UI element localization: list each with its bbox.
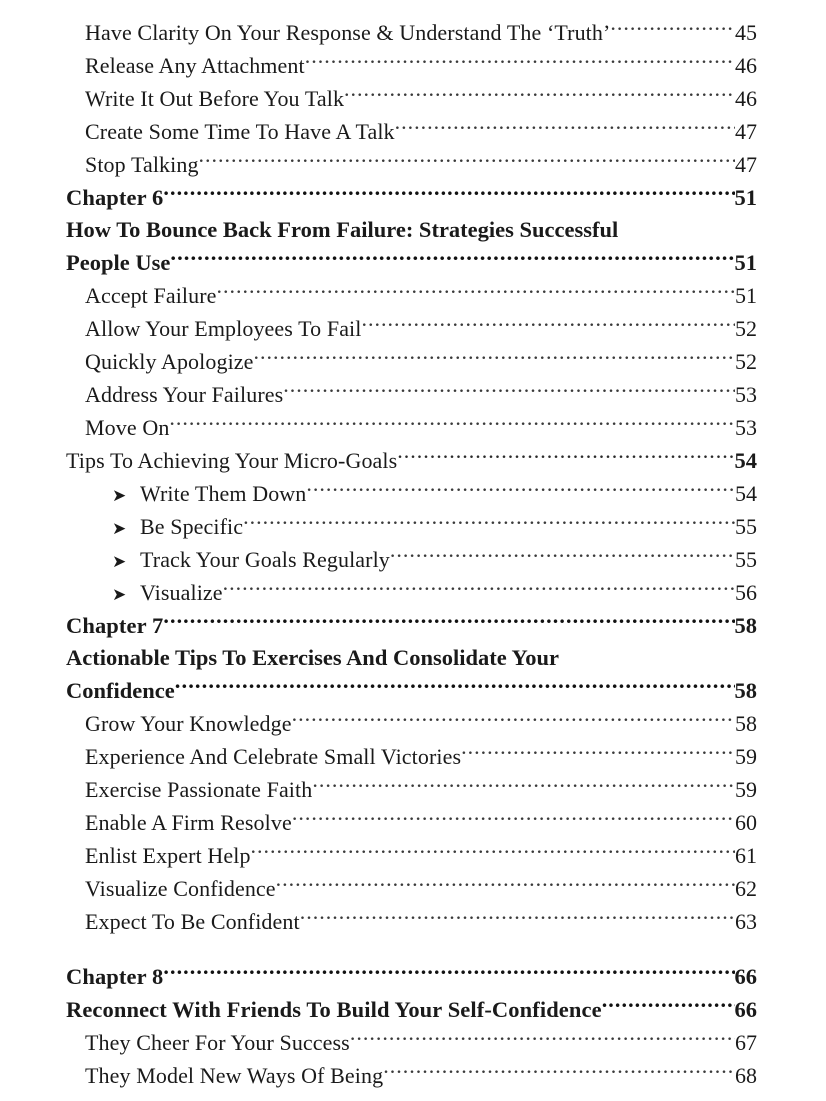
toc-entry-level3[interactable] [0,510,826,543]
toc-entry-title: Move On [85,415,170,440]
toc-entry-page-number: 46 [735,53,757,78]
leader-dots [170,254,734,270]
leader-dots [163,617,734,633]
arrow-bullet-icon: ➤ [112,585,127,604]
toc-entry-title: Chapter 6 [66,185,164,210]
toc-entry-page-number: 62 [735,876,757,901]
toc-entry-page-number: 60 [735,810,757,835]
toc-entry-title: Create Some Time To Have A Talk [85,119,395,144]
toc-entry-level1[interactable] [0,960,826,993]
toc-entry-title: Write It Out Before You Talk [85,86,345,111]
toc-entry-level2[interactable] [0,905,826,938]
toc-entry-page-number: 52 [735,349,757,374]
toc-entry-page-number: 59 [735,744,757,769]
toc-entry-title: Enable A Firm Resolve [85,810,292,835]
toc-entry-level2[interactable] [0,148,826,181]
toc-entry-level3[interactable] [0,543,826,576]
arrow-bullet-icon: ➤ [112,552,127,571]
toc-entry-title: Tips To Achieving Your Micro-Goals [66,448,398,473]
leader-dots [292,715,735,731]
toc-entry-page-number: 59 [735,777,757,802]
toc-entry-page-number: 54 [735,481,757,506]
leader-dots [610,24,735,40]
toc-entry-title: Enlist Expert Help [85,843,251,868]
leader-dots [305,57,735,73]
toc-entry-page-number: 53 [735,382,757,407]
toc-entry-level2[interactable] [0,378,826,411]
toc-entry-level2[interactable] [0,839,826,872]
leader-dots [300,913,735,929]
toc-entry-title-line2-row [66,674,757,707]
toc-entry-title: Write Them Down [140,481,307,506]
leader-dots [217,287,735,303]
toc-entry-level2[interactable] [0,279,826,312]
toc-entry-level2[interactable] [0,411,826,444]
toc-entry-heading-wrapped[interactable] [0,214,826,279]
toc-entry-page-number: 67 [735,1030,757,1055]
leader-dots [223,584,735,600]
leader-dots [163,968,734,984]
toc-entry-page-number: 61 [735,843,757,868]
leader-dots [344,90,735,106]
toc-entry-page-number: 51 [734,250,757,275]
toc-entry-page-number: 68 [735,1063,757,1088]
toc-entry-level1[interactable] [0,993,826,1026]
toc-entry-page-number: 51 [735,283,757,308]
leader-dots [243,518,735,534]
toc-entry-level2[interactable] [0,806,826,839]
leader-dots [350,1034,735,1050]
toc-entry-page-number: 58 [735,711,757,736]
leader-dots [306,485,735,501]
toc-entry-title-line2: Confidence [66,678,175,703]
toc-entry-page-number: 45 [735,20,757,45]
toc-entry-page-number: 47 [735,152,757,177]
toc-entry-level3[interactable] [0,576,826,609]
toc-entry-title-line1: Actionable Tips To Exercises And Consolidate Your [66,645,560,670]
toc-entry-title: Grow Your Knowledge [85,711,292,736]
toc-entry-title: Visualize Confidence [85,876,276,901]
toc-entry-level1-plain[interactable] [0,444,826,477]
toc-entry-title: Experience And Celebrate Small Victories [85,744,462,769]
arrow-bullet-icon: ➤ [112,486,127,505]
toc-entry-page-number: 51 [734,185,757,210]
toc-entry-level2[interactable] [0,312,826,345]
toc-entry-page-number: 46 [735,86,757,111]
toc-entry-page-number: 66 [734,997,757,1022]
leader-dots [390,551,735,567]
toc-entry-level1[interactable] [0,181,826,214]
toc-entry-page-number: 58 [734,678,757,703]
toc-entry-page-number: 55 [735,514,757,539]
toc-entry-page-number: 63 [735,909,757,934]
leader-dots [461,748,735,764]
toc-entry-title-line1: How To Bounce Back From Failure: Strategies Successful [66,217,619,242]
leader-dots [602,1001,735,1017]
toc-entry-title: Visualize [140,580,223,605]
toc-entry-title: Track Your Goals Regularly [140,547,390,572]
leader-dots [383,1067,735,1083]
toc-entry-title: Address Your Failures [85,382,284,407]
toc-entry-level2[interactable] [0,872,826,905]
leader-dots [397,452,734,468]
toc-entry-level2[interactable] [0,1026,826,1059]
leader-dots [276,880,735,896]
toc-entry-level1[interactable] [0,609,826,642]
toc-entry-level2[interactable] [0,1059,826,1092]
toc-entry-heading-wrapped[interactable] [0,642,826,707]
leader-dots [175,682,735,698]
table-of-contents [0,16,826,1092]
leader-dots [163,189,734,205]
toc-entry-level2[interactable] [0,707,826,740]
leader-dots [361,320,735,336]
toc-entry-level2[interactable] [0,16,826,49]
toc-entry-page-number: 47 [735,119,757,144]
toc-entry-title: Exercise Passionate Faith [85,777,313,802]
toc-entry-level2[interactable] [0,49,826,82]
leader-dots [312,781,735,797]
toc-entry-level2[interactable] [0,345,826,378]
toc-entry-title: Release Any Attachment [85,53,305,78]
toc-entry-title: Have Clarity On Your Response & Understand The ‘Truth’ [85,20,611,45]
toc-entry-title: Quickly Apologize [85,349,254,374]
leader-dots [292,814,735,830]
toc-entry-page-number: 55 [735,547,757,572]
toc-entry-title: Reconnect With Friends To Build Your Self-Confidence [66,997,602,1022]
toc-entry-level2[interactable] [0,115,826,148]
toc-entry-title-line2: People Use [66,250,171,275]
toc-entry-title: They Model New Ways Of Being [85,1063,384,1088]
toc-entry-title: Chapter 8 [66,964,164,989]
leader-dots [169,419,735,435]
toc-entry-title: Accept Failure [85,283,217,308]
leader-dots [283,386,735,402]
toc-entry-title: Chapter 7 [66,613,164,638]
toc-entry-level3[interactable] [0,477,826,510]
leader-dots [254,353,735,369]
toc-entry-level2[interactable] [0,740,826,773]
toc-entry-level2[interactable] [0,773,826,806]
toc-entry-page-number: 53 [735,415,757,440]
toc-entry-title: Stop Talking [85,152,199,177]
toc-entry-title: Allow Your Employees To Fail [85,316,362,341]
leader-dots [251,847,735,863]
toc-entry-page-number: 56 [735,580,757,605]
toc-entry-title: They Cheer For Your Success [85,1030,350,1055]
toc-entry-title: Be Specific [140,514,244,539]
leader-dots [395,123,735,139]
toc-entry-title-line2-row [66,246,757,279]
toc-entry-title: Expect To Be Confident [85,909,300,934]
toc-entry-page-number: 54 [734,448,757,473]
toc-entry-level2[interactable] [0,82,826,115]
toc-entry-page-number: 66 [734,964,757,989]
section-spacer [0,938,826,960]
toc-entry-page-number: 58 [734,613,757,638]
leader-dots [199,156,735,172]
arrow-bullet-icon: ➤ [112,519,127,538]
toc-entry-page-number: 52 [735,316,757,341]
